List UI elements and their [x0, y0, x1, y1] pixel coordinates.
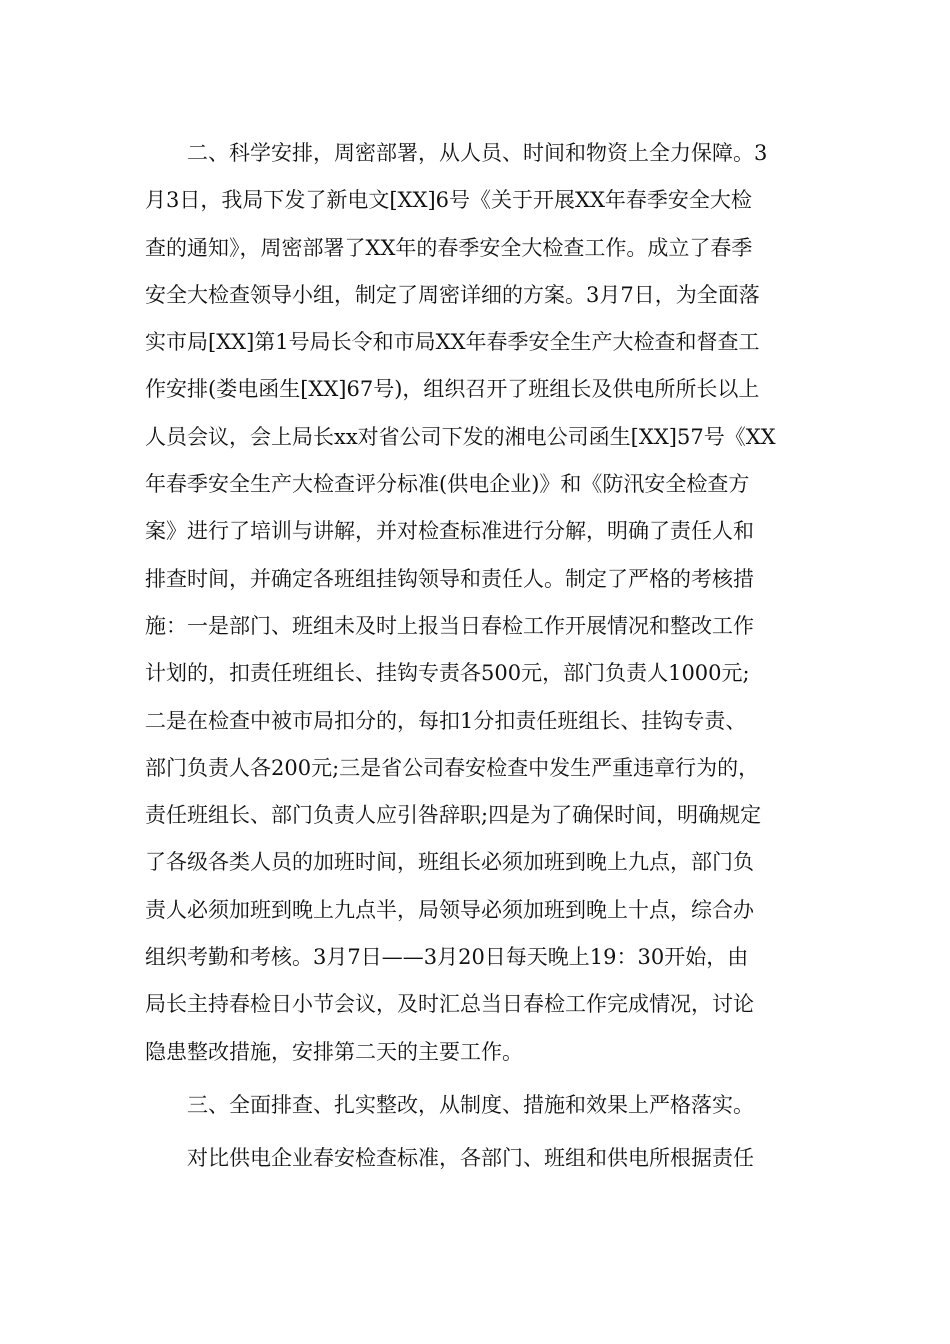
text-line: 组织考勤和考核。3月7日——3月20日每天晚上19：30开始，由: [145, 945, 749, 970]
text-line: 查的通知》，周密部署了XX年的春季安全大检查工作。成立了春季: [145, 235, 753, 260]
text-line: 责任班组长、部门负责人应引咎辞职;四是为了确保时间，明确规定: [145, 803, 762, 828]
text-line: 三、全面排查、扎实整改，从制度、措施和效果上严格落实。: [145, 1092, 754, 1117]
text-line: 年春季安全生产大检查评分标准(供电企业)》和《防汛安全检查方: [145, 472, 750, 497]
text-line: 了各级各类人员的加班时间，班组长必须加班到晚上九点，部门负: [145, 850, 754, 875]
text-line: 责人必须加班到晚上九点半，局领导必须加班到晚上十点，综合办: [145, 897, 754, 922]
text-line: 实市局[XX]第1号局长令和市局XX年春季安全生产大检查和督查工: [145, 330, 760, 355]
text-line: 案》进行了培训与讲解，并对检查标准进行分解，明确了责任人和: [145, 519, 754, 544]
text-line: 人员会议，会上局长xx对省公司下发的湘电公司函生[XX]57号《XX: [145, 424, 776, 449]
text-line: 二是在检查中被市局扣分的，每扣1分扣责任班组长、挂钩专责、: [145, 708, 747, 733]
text-line: 二、科学安排，周密部署，从人员、时间和物资上全力保障。3: [145, 141, 768, 165]
text-line: 隐患整改措施，安排第二天的主要工作。: [145, 1039, 523, 1064]
text-line: 作安排(娄电函生[XX]67号)，组织召开了班组长及供电所所长以上: [145, 377, 760, 402]
text-line: 局长主持春检日小节会议，及时汇总当日春检工作完成情况，讨论: [145, 992, 754, 1017]
document-body: [145, 130, 805, 1183]
paragraph-section-two: [145, 130, 805, 1076]
text-line: 月3日，我局下发了新电文[XX]6号《关于开展XX年春季安全大检: [145, 188, 752, 213]
text-line: 部门负责人各200元;三是省公司春安检查中发生严重违章行为的，: [145, 755, 760, 780]
text-line: 对比供电企业春安检查标准，各部门、班组和供电所根据责任: [145, 1146, 754, 1171]
text-line: 安全大检查领导小组，制定了周密详细的方案。3月7日，为全面落: [145, 282, 760, 307]
paragraph-section-three-heading: [145, 1082, 805, 1129]
text-line: 计划的，扣责任班组长、挂钩专责各500元，部门负责人1000元;: [145, 661, 750, 686]
text-line: 施：一是部门、班组未及时上报当日春检工作开展情况和整改工作: [145, 613, 754, 638]
text-line: 排查时间，并确定各班组挂钩领导和责任人。制定了严格的考核措: [145, 566, 754, 591]
paragraph-section-three-body: [145, 1135, 805, 1182]
